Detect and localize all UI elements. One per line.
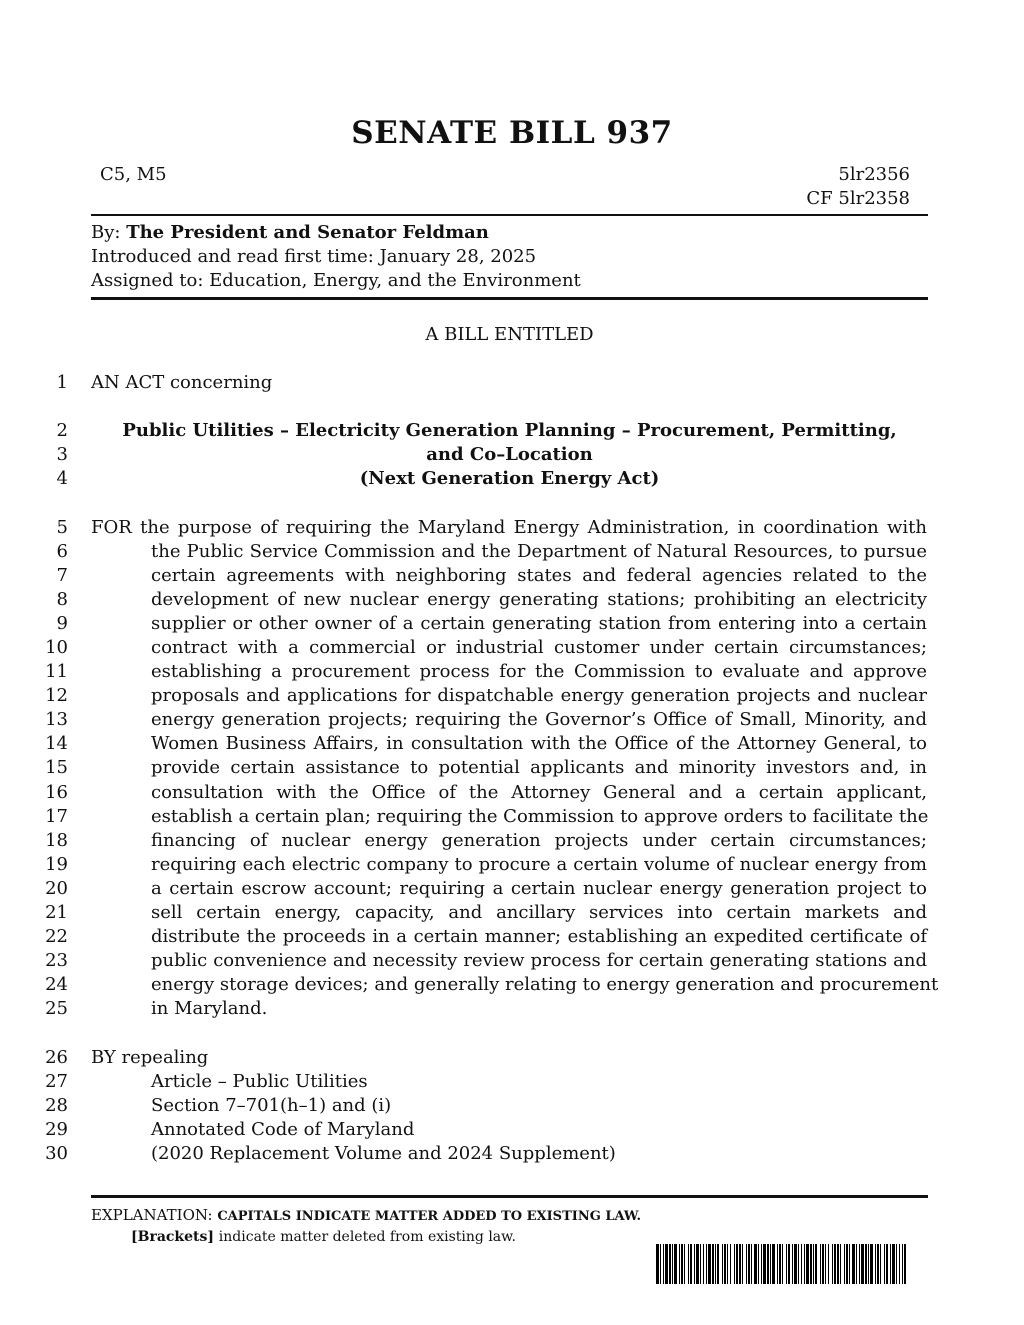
bill-number: 5lr2356 xyxy=(838,164,910,185)
barcode-bar xyxy=(700,1244,701,1284)
explanation-caps: CAPITALS INDICATE MATTER ADDED TO EXISTING LAW. xyxy=(217,1209,642,1224)
line-number: 30 xyxy=(45,1143,68,1164)
bill-entitled: A BILL ENTITLED xyxy=(425,324,594,345)
barcode-bar xyxy=(820,1244,821,1284)
line-number: 14 xyxy=(45,733,68,754)
barcode-bar xyxy=(717,1244,719,1284)
barcode-bar xyxy=(761,1244,762,1284)
barcode-bar xyxy=(681,1244,683,1284)
barcode-bar xyxy=(665,1244,668,1284)
line-number: 13 xyxy=(45,709,68,730)
sponsor-line xyxy=(91,222,489,243)
barcode-bar xyxy=(730,1244,731,1284)
line-number: 16 xyxy=(45,782,68,803)
line-number: 17 xyxy=(45,806,68,827)
barcode-bar xyxy=(801,1244,802,1284)
barcode-bar xyxy=(770,1244,771,1284)
barcode-bar xyxy=(746,1244,747,1284)
line-number: 5 xyxy=(56,517,68,538)
barcode-bar xyxy=(815,1244,817,1284)
section-reference: Section 7–701(h–1) and (i) xyxy=(151,1095,392,1116)
line-number: 23 xyxy=(45,950,68,971)
purpose-line: provide certain assistance to potential applicants and minority investors and, in xyxy=(151,757,927,778)
subject-codes: C5, M5 xyxy=(100,164,167,185)
barcode-bar xyxy=(754,1244,757,1284)
purpose-line: public convenience and necessity review process for certain generating stations and xyxy=(151,950,927,971)
barcode-bar xyxy=(712,1244,714,1284)
purpose-line: establishing a procurement process for the Commission to evaluate and approve xyxy=(151,661,927,682)
barcode-bar xyxy=(804,1244,805,1284)
barcode-bar xyxy=(694,1244,695,1284)
barcode-bar xyxy=(786,1244,787,1284)
barcode-bar xyxy=(875,1244,876,1284)
barcode-bar xyxy=(734,1244,735,1284)
barcode-bar xyxy=(715,1244,716,1284)
barcode-bar xyxy=(782,1244,783,1284)
line-number: 3 xyxy=(56,444,68,465)
barcode-bar xyxy=(751,1244,752,1284)
purpose-line: distribute the proceeds in a certain manner; establishing an expedited certificate of xyxy=(151,926,927,947)
barcode-bar xyxy=(663,1244,664,1284)
purpose-line: proposals and applications for dispatchable energy generation projects and nuclear xyxy=(151,685,927,706)
barcode-bar xyxy=(868,1244,869,1284)
explanation-label: EXPLANATION: xyxy=(91,1206,213,1224)
barcode-bar xyxy=(890,1244,891,1284)
barcode-bar xyxy=(724,1244,726,1284)
barcode-bar xyxy=(706,1244,707,1284)
brackets-line xyxy=(131,1227,516,1245)
bill-title: SENATE BILL 937 xyxy=(351,115,673,151)
barcode-bar xyxy=(884,1244,885,1284)
barcode-bar xyxy=(825,1244,826,1284)
header-rule-bottom xyxy=(91,297,928,300)
barcode-bar xyxy=(828,1244,829,1284)
barcode-bar xyxy=(856,1244,857,1284)
purpose-line: energy storage devices; and generally relating to energy generation and procurement xyxy=(151,974,939,995)
barcode-bar xyxy=(840,1244,841,1284)
barcode-bar xyxy=(792,1244,793,1284)
line-number: 11 xyxy=(45,661,68,682)
barcode-bar xyxy=(703,1244,704,1284)
barcode-bar xyxy=(806,1244,809,1284)
barcode-bar xyxy=(656,1244,659,1284)
line-number: 21 xyxy=(45,902,68,923)
volume-reference: (2020 Replacement Volume and 2024 Supplement) xyxy=(151,1143,616,1164)
barcode-bar xyxy=(896,1244,897,1284)
barcode-bar xyxy=(779,1244,781,1284)
cross-file: CF 5lr2358 xyxy=(806,188,910,209)
purpose-line: Women Business Affairs, in consultation with the Office of the Attorney General, to xyxy=(151,733,927,754)
barcode-bar xyxy=(832,1244,833,1284)
purpose-line: a certain escrow account; requiring a certain nuclear energy generation project to xyxy=(151,878,927,899)
line-number: 12 xyxy=(45,685,68,706)
barcode-bar xyxy=(886,1244,888,1284)
line-number: 2 xyxy=(56,420,68,441)
barcode-bar xyxy=(870,1244,873,1284)
barcode-bar xyxy=(674,1244,677,1284)
barcode-bar xyxy=(859,1244,860,1284)
barcode-bar xyxy=(777,1244,778,1284)
barcode-bar xyxy=(688,1244,689,1284)
barcode-bar xyxy=(822,1244,824,1284)
by-repealing: BY repealing xyxy=(91,1047,209,1068)
barcode-bar xyxy=(672,1244,673,1284)
purpose-line: establish a certain plan; requiring the Commission to approve orders to facilitate the xyxy=(151,806,929,827)
article-reference: Article – Public Utilities xyxy=(151,1071,368,1092)
barcode-bar xyxy=(834,1244,836,1284)
barcode-bar xyxy=(892,1244,895,1284)
purpose-line: certain agreements with neighboring states and federal agencies related to the xyxy=(151,565,927,586)
purpose-line: development of new nuclear energy generating stations; prohibiting an electricity xyxy=(151,589,927,610)
line-number: 22 xyxy=(45,926,68,947)
footer-rule xyxy=(91,1195,928,1198)
purpose-line: consultation with the Office of the Attorney General and a certain applicant, xyxy=(151,782,927,803)
barcode xyxy=(656,1244,906,1284)
barcode-bar xyxy=(772,1244,775,1284)
barcode-bar xyxy=(877,1244,879,1284)
barcode-bar xyxy=(690,1244,692,1284)
purpose-line: sell certain energy, capacity, and ancillary services into certain markets and xyxy=(151,902,927,923)
barcode-bar xyxy=(736,1244,738,1284)
bill-caption: Public Utilities – Electricity Generation Planning – Procurement, Permitting, xyxy=(122,420,897,441)
purpose-line: in Maryland. xyxy=(151,998,268,1019)
brackets-text: indicate matter deleted from existing law. xyxy=(218,1229,516,1245)
barcode-bar xyxy=(739,1244,741,1284)
brackets-word: [Brackets] xyxy=(131,1229,215,1245)
barcode-bar xyxy=(748,1244,750,1284)
barcode-bar xyxy=(660,1244,661,1284)
barcode-bar xyxy=(844,1244,845,1284)
barcode-bar xyxy=(899,1244,900,1284)
barcode-bar xyxy=(742,1244,743,1284)
barcode-bar xyxy=(708,1244,711,1284)
line-number: 15 xyxy=(45,757,68,778)
purpose-line: FOR the purpose of requiring the Maryland Energy Administration, in coordination with xyxy=(91,517,927,538)
line-number: 9 xyxy=(56,613,68,634)
line-number: 29 xyxy=(45,1119,68,1140)
purpose-line: the Public Service Commission and the Department of Natural Resources, to pursue xyxy=(151,541,927,562)
bill-caption: and Co–Location xyxy=(426,444,593,465)
header-rule-top xyxy=(91,214,928,216)
barcode-bar xyxy=(865,1244,867,1284)
line-number: 18 xyxy=(45,830,68,851)
line-number: 7 xyxy=(56,565,68,586)
introduced-line: Introduced and read first time: January 28, 2025 xyxy=(91,246,537,267)
barcode-bar xyxy=(852,1244,855,1284)
barcode-bar xyxy=(669,1244,671,1284)
barcode-bar xyxy=(684,1244,685,1284)
barcode-bar xyxy=(727,1244,728,1284)
barcode-bar xyxy=(798,1244,799,1284)
assigned-line: Assigned to: Education, Energy, and the Environment xyxy=(91,270,581,291)
barcode-bar xyxy=(861,1244,864,1284)
barcode-bar xyxy=(813,1244,814,1284)
line-number: 28 xyxy=(45,1095,68,1116)
barcode-bar xyxy=(763,1244,766,1284)
sponsors: The President and Senator Feldman xyxy=(126,222,489,243)
act-concerning: AN ACT concerning xyxy=(91,372,273,393)
barcode-bar xyxy=(696,1244,699,1284)
line-number: 8 xyxy=(56,589,68,610)
bill-short-title: (Next Generation Energy Act) xyxy=(359,468,660,489)
barcode-bar xyxy=(788,1244,790,1284)
barcode-bar xyxy=(767,1244,769,1284)
barcode-bar xyxy=(722,1244,723,1284)
purpose-line: contract with a commercial or industrial customer under certain circumstances; xyxy=(151,637,927,658)
line-number: 4 xyxy=(56,468,68,489)
line-number: 10 xyxy=(45,637,68,658)
barcode-bar xyxy=(849,1244,850,1284)
barcode-bar xyxy=(880,1244,881,1284)
code-reference: Annotated Code of Maryland xyxy=(151,1119,415,1140)
barcode-bar xyxy=(758,1244,759,1284)
line-number: 19 xyxy=(45,854,68,875)
purpose-line: energy generation projects; requiring the Governor’s Office of Small, Minority, and xyxy=(151,709,927,730)
line-number: 26 xyxy=(45,1047,68,1068)
line-number: 27 xyxy=(45,1071,68,1092)
barcode-bar xyxy=(904,1244,906,1284)
line-number: 25 xyxy=(45,998,68,1019)
purpose-line: requiring each electric company to procure a certain volume of nuclear energy from xyxy=(151,854,927,875)
barcode-bar xyxy=(679,1244,680,1284)
purpose-line: supplier or other owner of a certain generating station from entering into a certain xyxy=(151,613,927,634)
barcode-bar xyxy=(846,1244,848,1284)
barcode-bar xyxy=(837,1244,839,1284)
line-number: 1 xyxy=(56,372,68,393)
purpose-line: financing of nuclear energy generation projects under certain circumstances; xyxy=(151,830,927,851)
barcode-bar xyxy=(794,1244,797,1284)
by-label: By: xyxy=(91,222,121,243)
line-number: 20 xyxy=(45,878,68,899)
explanation-line xyxy=(91,1206,641,1224)
barcode-bar xyxy=(810,1244,812,1284)
barcode-bar xyxy=(902,1244,903,1284)
line-number: 24 xyxy=(45,974,68,995)
line-number: 6 xyxy=(56,541,68,562)
